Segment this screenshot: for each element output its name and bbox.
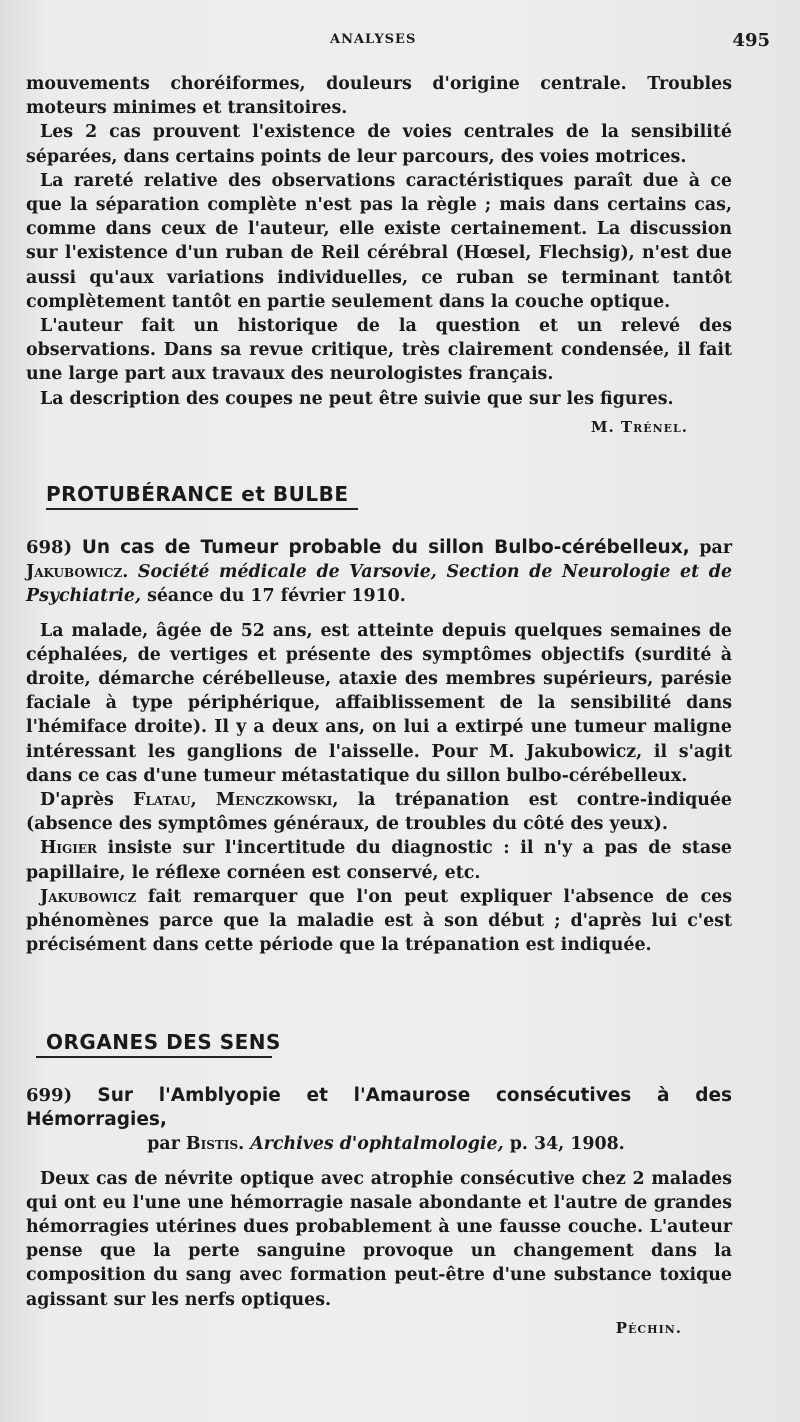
paragraph: La description des coupes ne peut être suivie que sur les figures. (40, 388, 674, 409)
article-source: Archives d'ophtalmologie, (250, 1134, 504, 1155)
article-author: Bistis. (185, 1134, 245, 1155)
article-ref: p. 34, 1908. (503, 1134, 625, 1155)
paragraph (26, 885, 732, 958)
paragraph: Deux cas de névrite optique avec atrophie consécutive chez 2 malades qui ont eu l'une une hémorragie nasale abondante et l'autre de grandes hémorragies utérines dues probablement à une fausse couche. L'auteur pense que la perte sanguine provoque un changement dans la composition du sang avec formation peut-être d'une substance toxique agissant sur les nerfs optiques. (26, 1168, 732, 1310)
section-rule (36, 1056, 272, 1058)
article-by: par (147, 1134, 186, 1155)
section-heading: ORGANES DES SENS (46, 1030, 281, 1054)
article-citation (26, 1132, 732, 1156)
running-title: ANALYSES (330, 32, 417, 47)
paragraph-text: D'après (40, 790, 134, 811)
article-698 (26, 536, 732, 957)
signature: M. Trénel. (590, 417, 688, 436)
author-name: Higier (40, 838, 98, 859)
signature: Péchin. (615, 1318, 682, 1337)
paragraph: Les 2 cas prouvent l'existence de voies centrales de la sensibilité séparées, dans certains points de leur parcours, des voies motrices. (26, 122, 732, 167)
article-699 (26, 1084, 732, 1340)
paragraph-text: insiste sur l'incertitude du diagnostic : il n'y a pas de stase papillaire, le réflexe cornéen est conservé, etc. (26, 838, 732, 883)
paragraph-text: fait remarquer que l'on peut expliquer l'absence de ces phénomènes parce que la maladie est à son début ; d'après lui c'est précisément dans cette période que la trépanation est indiquée. (26, 886, 732, 956)
article-number: 699) (26, 1085, 73, 1106)
paragraph-text: la trépanation est contre-indiquée (absence des symptômes généraux, de troubles du côté des yeux). (26, 790, 732, 835)
article-title: Un cas de Tumeur probable du sillon Bulbo-cérébelleux, (81, 537, 690, 558)
article-date: séance du 17 février 1910. (147, 586, 406, 607)
paragraph: L'auteur fait un historique de la question et un relevé des observations. Dans sa revue critique, très clairement condensée, il fait une large part aux travaux des neurologistes français. (26, 316, 732, 385)
article-source: Société médicale de Varsovie, Section de Neurologie et de Psychiatrie, (26, 562, 733, 607)
paragraph: mouvements choréiformes, douleurs d'origine centrale. Troubles moteurs minimes et transitoires. (26, 74, 732, 119)
author-names: Flatau, Menczkowski, (133, 790, 339, 811)
article-by: par (689, 538, 732, 558)
paragraph: La malade, âgée de 52 ans, est atteinte depuis quelques semaines de céphalées, de vertiges et présente des symptômes objectifs (surdité à droite, démarche cérébelleuse, ataxie des membres supérieurs, parésie faciale à type périphérique, affaiblissement de la sensibilité dans l'hémiface droite). Il y a deux ans, on lui a extirpé une tumeur maligne intéressant les ganglions de l'aisselle. Pour M. Jakubowicz, il s'agit dans ce cas d'une tumeur métastatique du sillon bulbo-cérébelleux. (26, 620, 732, 786)
page-number: 495 (732, 30, 770, 51)
paragraph (26, 788, 732, 836)
article-header (26, 1084, 732, 1132)
continuation-text (26, 72, 732, 439)
author-name: Jakubowicz (40, 886, 137, 907)
paragraph (26, 836, 732, 884)
section-heading: PROTUBÉRANCE et BULBE (46, 482, 349, 506)
article-author: Jakubowicz (26, 562, 123, 583)
article-title: Sur l'Amblyopie et l'Amaurose consécutives à des Hémorragies, (26, 1085, 733, 1131)
paragraph: La rareté relative des observations caractéristiques paraît due à ce que la séparation complète n'est pas la règle ; mais dans certains cas, comme dans ceux de l'auteur, elle existe certainement. La discussion sur l'existence d'un ruban de Reil cérébral (Hœsel, Flechsig), n'est due aussi qu'aux variations individuelles, ce ruban se terminant tantôt complètement tantôt en partie seulement dans la couche optique. (26, 170, 732, 312)
article-header: 698) Un cas de Tumeur probable du sillon Bulbo-cérébelleux, par Jakubowicz. Société médicale de Varsovie, Section de Neurologie et de Psychiatrie, séance du 17 février 1910. (26, 537, 733, 607)
article-number: 698) (26, 537, 73, 558)
section-rule (46, 508, 358, 510)
